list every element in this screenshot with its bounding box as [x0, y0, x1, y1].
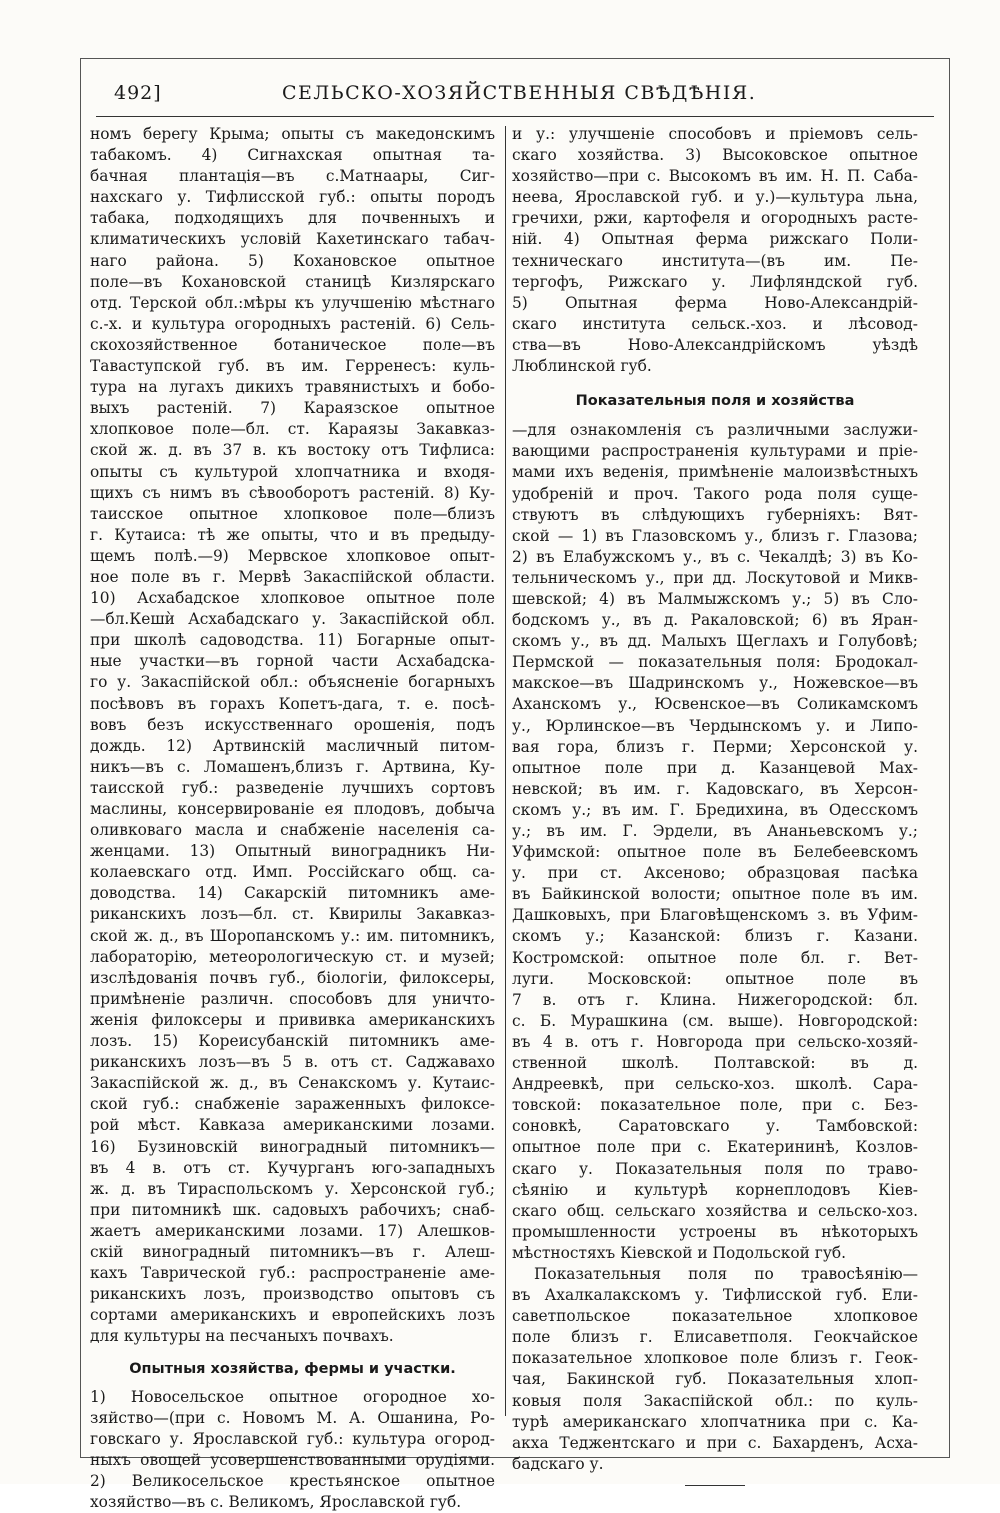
text-line: Таваступской губ. въ им. Герренесъ: куль-	[90, 357, 495, 376]
text-line: хозяйство—при с. Высокомъ въ им. Н. П. Саба-	[512, 167, 918, 186]
left-text-block-2	[90, 1387, 495, 1513]
text-line: Люблинской губ.	[512, 357, 652, 376]
text-line: посѣвовъ въ горахъ Копетъ-дага, т. е. посѣ-	[90, 694, 495, 713]
text-line: макское—въ Шадринскомъ у., Ножевское—въ	[512, 674, 918, 693]
text-line: зяйство—(при с. Новомъ М. А. Ошанина, Ро-	[90, 1408, 495, 1427]
text-line: примѣненіе различн. способовъ для уничто-	[90, 989, 495, 1008]
running-title: СЕЛЬСКО-ХОЗЯЙСТВЕННЫЯ СВѢДѢНІЯ.	[282, 82, 757, 104]
text-line: таисское опытное хлопковое поле—близъ	[90, 504, 495, 523]
text-line: опытное поле при с. Екатерининѣ, Козлов-	[512, 1138, 918, 1157]
text-line: номъ берегу Крыма; опыты съ македонскимъ	[90, 125, 495, 143]
text-line: нахскаго у. Тифлисской губ.: опыты породъ	[90, 188, 495, 207]
header-rule	[96, 116, 934, 117]
text-line: скаго института сельск.-хоз. и лѣсовод-	[512, 314, 918, 333]
text-line: для культуры на песчаныхъ почвахъ.	[90, 1327, 394, 1346]
text-line: ній. 4) Опытная ферма рижскаго Поли-	[512, 230, 918, 249]
text-line: наго района. 5) Кохановское опытное	[90, 251, 495, 270]
text-line: мами ихъ веденія, примѣненіе малоизвѣстныхъ	[512, 463, 918, 482]
text-line: ственной школѣ. Полтавской: въ д.	[512, 1054, 918, 1073]
text-line: сѣянію и культурѣ корнеплодовъ Кіев-	[512, 1180, 918, 1199]
text-line: лабораторію, метеорологическую ст. и музей;	[90, 947, 495, 966]
text-line: говскаго у. Ярославской губ.: культура огород-	[90, 1429, 495, 1448]
text-line: жаетъ американскими лозами. 17) Алешков-	[90, 1221, 495, 1240]
text-line: скомъ у.; Казанской: близъ г. Казани.	[512, 927, 918, 946]
text-line: бодскомъ у., въ д. Ракаловской; 6) въ Яран-	[512, 611, 918, 630]
text-line: доводства. 14) Сакарскій питомникъ аме-	[90, 884, 495, 903]
text-line: въ 4 в. отъ ст. Кучурганъ юго-западныхъ	[90, 1158, 495, 1177]
text-line: техническаго института—(въ им. Пе-	[512, 251, 918, 270]
text-line: рой мѣст. Кавказа американскими лозами.	[90, 1116, 495, 1135]
text-line: при питомникѣ шк. садовыхъ рабочихъ; снаб-	[90, 1200, 495, 1219]
text-line: скомъ у.; въ им. Г. Бредихина, въ Одесскомъ	[512, 800, 918, 819]
text-line: ж. д. въ Тираспольскомъ у. Херсонской губ.;	[90, 1179, 495, 1198]
text-line: оливковаго масла и снабженіе населенія са-	[90, 821, 495, 840]
text-line: го у. Закаспійской обл.: объясненіе богарныхъ	[90, 673, 495, 692]
text-line: лозъ. 15) Кореисубанскій питомникъ аме-	[90, 1032, 495, 1051]
text-line: таисской губ.: разведеніе лучшихъ сортовъ	[90, 778, 495, 797]
text-line: Андреевкѣ, при сельско-хоз. школѣ. Сара-	[512, 1075, 918, 1094]
text-line: отд. Терской обл.:мѣры къ улучшенію мѣстнаго	[90, 293, 495, 312]
text-line: дождь. 12) Артвинскій масличный питом-	[90, 736, 495, 755]
text-line: Костромской: опытное поле бл. г. Вет-	[512, 948, 918, 967]
left-text-block-1	[90, 124, 495, 1347]
text-line: бадскаго у.	[512, 1454, 604, 1473]
text-line: хозяйство—въ с. Великомъ, Ярославской губ.	[90, 1493, 462, 1511]
text-line: въ Ахалкалакскомъ у. Тифлисской губ. Ели-	[512, 1286, 918, 1305]
text-line: опытное поле при д. Казанцевой Мах-	[512, 758, 918, 777]
text-line: кахъ Таврической губ.: распространеніе аме-	[90, 1264, 495, 1283]
text-line: никъ—въ с. Ломашенъ,близъ г. Артвина, Ку-	[90, 757, 495, 776]
text-line: Аханскомъ у., Юсвенское—въ Соликамскомъ	[512, 695, 918, 714]
text-line: и у.: улучшеніе способовъ и пріемовъ сель-	[512, 125, 918, 143]
text-line: Закаспійской ж. д., въ Сенакскомъ у. Кутаис-	[90, 1074, 495, 1093]
text-line: ской — 1) въ Глазовскомъ у., близъ г. Глазова;	[512, 526, 918, 545]
text-line: удобреній и проч. Такого рода поля суще-	[512, 484, 918, 503]
text-line: ской губ.: снабженіе зараженныхъ филоксе-	[90, 1095, 495, 1114]
right-text-block-2	[512, 420, 918, 1264]
text-line: маслины, консервированіе ея плодовъ, добыча	[90, 800, 495, 818]
text-line: скаго у. Показательныя поля по траво-	[512, 1159, 918, 1178]
text-line: Пермской — показательныя поля: Бродокал-	[512, 653, 918, 672]
page-number: 492]	[114, 82, 162, 104]
text-line: саветпольское показательное хлопковое	[512, 1307, 918, 1326]
text-line: вовъ безъ искусственнаго орошенія, подъ	[90, 715, 495, 734]
text-line: Дашковыхъ, при Благовѣщенскомъ з. въ Уфим-	[512, 906, 918, 925]
text-line: тергофъ, Рижскаго у. Лифляндской губ.	[512, 272, 918, 291]
text-line: ства—въ Ново-Александрійскомъ уѣздѣ	[512, 335, 918, 354]
text-line: ныхъ овощей усовершенствованными орудіями.	[90, 1450, 495, 1469]
text-line: колаевскаго отд. Имп. Россійскаго общ. са-	[90, 863, 495, 882]
text-line: табака, подходящихъ для почвенныхъ и	[90, 209, 495, 228]
text-line: скій виноградный питомникъ—въ г. Алеш-	[90, 1242, 495, 1261]
text-line: шевской; 4) въ Малмыжскомъ у.; 5) въ Сло-	[512, 589, 918, 608]
text-line: неева, Ярославской губ. и у.)—культура льна,	[512, 188, 918, 207]
text-line: бачная плантація—въ с.Матнаары, Сиг-	[90, 167, 495, 186]
text-line: мѣстностяхъ Кіевской и Подольской губ.	[512, 1243, 847, 1262]
text-line: ные участки—въ горной части Асхабадска-	[90, 652, 495, 671]
text-line: вая гора, близъ г. Перми; Херсонской у.	[512, 737, 918, 756]
text-line: —бл.Кешѝ Асхабадскаго у. Закаспійской обл.	[90, 610, 495, 629]
text-line: чая, Бакинской губ. Показательныя хлоп-	[512, 1370, 918, 1389]
text-line: 1) Новосельское опытное огородное хо-	[90, 1387, 495, 1406]
text-line: тура на лугахъ дикихъ травянистыхъ и бобо-	[90, 378, 495, 397]
text-line: скаго общ. сельскаго хозяйства и сельско-хоз.	[512, 1201, 918, 1220]
column-divider	[505, 126, 506, 1416]
text-line: тельническомъ у., при дд. Лоскутовой и Микв-	[512, 568, 918, 587]
text-line: риканскихъ лозъ—въ 5 в. отъ ст. Саджавахо	[90, 1053, 495, 1072]
text-line: 10) Асхабадское хлопковое опытное поле	[90, 589, 495, 608]
text-line: у. при ст. Аксеново; образцовая пасѣка	[512, 864, 918, 883]
text-line: въ 4 в. отъ г. Новгорода при сельско-хозяй-	[512, 1032, 918, 1051]
text-line: поле близъ г. Елисаветполя. Геокчайское	[512, 1328, 918, 1347]
text-line: с. Б. Мурашкина (см. выше). Новгородской:	[512, 1011, 918, 1030]
text-line: скаго хозяйства. 3) Высоковское опытное	[512, 146, 918, 165]
text-line: товской: показательное поле, при с. Без-	[512, 1096, 918, 1115]
right-text-block-3	[512, 1264, 918, 1475]
text-line: акха Теджентскаго и при с. Бахарденъ, Асха-	[512, 1433, 918, 1452]
end-rule	[685, 1485, 745, 1486]
text-line: ствуютъ въ слѣдующихъ губерніяхъ: Вят-	[512, 505, 918, 524]
text-line: промышленности устроены въ нѣкоторыхъ	[512, 1222, 918, 1241]
text-line: луги. Московской: опытное поле въ	[512, 969, 918, 988]
section-heading-experimental-farms: Опытныя хозяйства, фермы и участки.	[129, 1361, 456, 1378]
left-column	[90, 124, 495, 1513]
section-heading-demonstration-fields: Показательныя поля и хозяйства	[575, 393, 855, 410]
text-line: скомъ у., въ дд. Малыхъ Щеглахъ и Голубовѣ;	[512, 632, 918, 651]
text-line: ное поле въ г. Мервѣ Закаспійской области.	[90, 567, 495, 586]
text-line: 2) Великосельское крестьянское опытное	[90, 1471, 495, 1490]
text-line: выхъ растеній. 7) Караязское опытное	[90, 399, 495, 418]
text-line: у., Юрлинское—въ Чердынскомъ у. и Липо-	[512, 716, 918, 735]
text-line: вающими распространенія культурами и пріе-	[512, 442, 918, 461]
text-line: поле—въ Кохановской станицѣ Кизлярскаго	[90, 272, 495, 291]
text-line: женцами. 13) Опытный виноградникъ Ни-	[90, 842, 495, 861]
text-line: опыты съ культурой хлопчатника и входя-	[90, 462, 495, 481]
text-line: риканскихъ лозъ, производство опытовъ съ	[90, 1285, 495, 1304]
text-line: при школѣ садоводства. 11) Богарные опыт-	[90, 631, 495, 650]
text-line: скохозяйственное ботаническое поле—въ	[90, 335, 495, 354]
text-line: —для ознакомленія съ различными заслужи-	[512, 421, 918, 440]
text-line: въ Байкинской волости; опытное поле въ им.	[512, 885, 918, 904]
text-line: 7 в. отъ г. Клина. Нижегородской: бл.	[512, 990, 918, 1009]
text-line: Уфимской: опытное поле въ Белебеевскомъ	[512, 843, 918, 862]
text-line: ской ж. д., въ Шоропанскомъ у.: им. питомникъ,	[90, 926, 495, 945]
text-line: Показательныя поля по травосѣянію—	[534, 1264, 918, 1283]
text-line: хлопковое поле—бл. ст. Караязы Закавказ-	[90, 420, 495, 439]
page-header	[82, 76, 948, 120]
text-line: с.-х. и культура огородныхъ растеній. 6) Сель-	[90, 314, 495, 333]
text-line: ковыя поля Закаспійской обл.: по куль-	[512, 1391, 918, 1410]
text-line: сортами американскихъ и европейскихъ лозъ	[90, 1306, 495, 1325]
text-line: 5) Опытная ферма Ново-Александрій-	[512, 293, 918, 312]
text-line: изслѣдованія почвъ губ., біологіи, филоксеры,	[90, 968, 495, 987]
text-line: щихъ съ нимъ въ сѣвооборотъ растеній. 8) Ку-	[90, 483, 495, 502]
text-line: женія филоксеры и прививка американскихъ	[90, 1010, 495, 1029]
text-line: соновкѣ, Саратовскаго у. Тамбовской:	[512, 1117, 918, 1136]
text-line: у.; въ им. Г. Эрдели, въ Ананьевскомъ у.;	[512, 822, 918, 840]
text-line: турѣ американскаго хлопчатника при с. Ка-	[512, 1412, 918, 1431]
text-line: г. Кутаиса: тѣ же опыты, что и въ предыду-	[90, 525, 495, 544]
text-line: ской ж. д. въ 37 в. къ востоку отъ Тифлиса:	[90, 441, 495, 460]
text-line: риканскихъ лозъ—бл. ст. Квирилы Закавказ-	[90, 905, 495, 924]
right-text-block-1	[512, 124, 918, 377]
text-line: 16) Бузиновскій виноградный питомникъ—	[90, 1137, 495, 1156]
right-column	[512, 124, 918, 1486]
text-line: гречихи, ржи, картофеля и огородныхъ расте-	[512, 209, 918, 228]
text-line: 2) въ Елабужскомъ у., въ с. Чекалдѣ; 3) въ Ко-	[512, 547, 918, 566]
text-line: невской; въ им. г. Кадовскаго, въ Херсон-	[512, 779, 918, 798]
text-line: табакомъ. 4) Сигнахская опытная та-	[90, 146, 495, 165]
text-line: показательное хлопковое поле близъ г. Геок-	[512, 1349, 918, 1368]
text-line: щемъ полѣ.—9) Мервское хлопковое опыт-	[90, 546, 495, 565]
text-line: климатическихъ условій Кахетинскаго табач-	[90, 230, 495, 249]
